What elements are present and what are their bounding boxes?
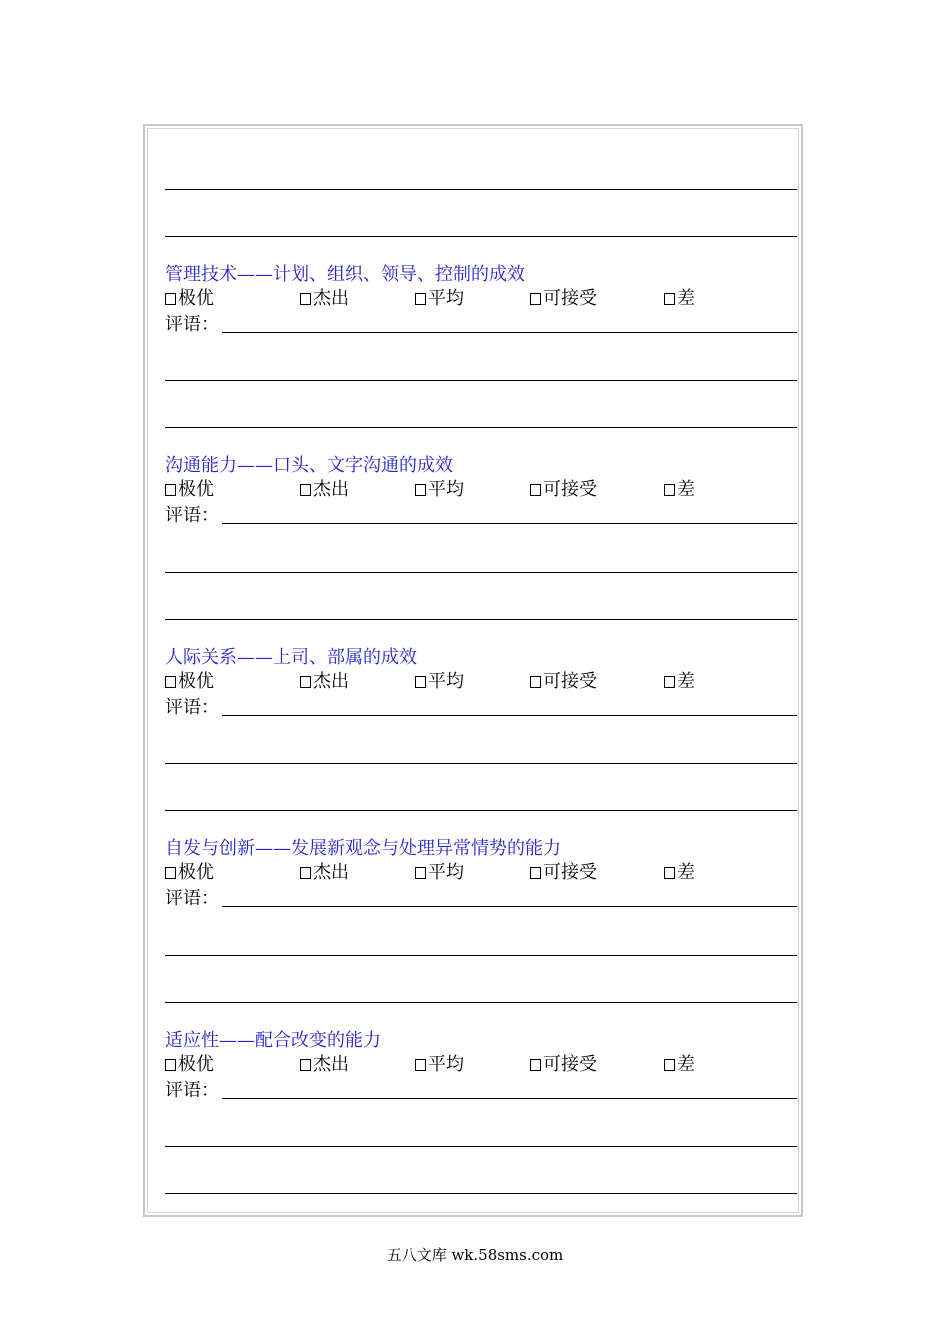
comment-line[interactable]	[222, 715, 797, 716]
blank-line[interactable]	[165, 189, 797, 190]
comment-label: 评语：	[165, 888, 219, 909]
option-label: 极优	[178, 862, 214, 883]
checkbox-icon[interactable]	[530, 293, 541, 305]
section-title: 沟通能力——口头、文字沟通的成效	[165, 455, 453, 476]
rating-section-management	[165, 265, 797, 335]
checkbox-icon[interactable]	[165, 293, 176, 305]
checkbox-icon[interactable]	[530, 676, 541, 688]
page-footer: 五八文库 wk.58sms.com	[386, 1246, 564, 1264]
option-acceptable[interactable]	[530, 1055, 597, 1075]
option-label: 差	[677, 671, 695, 692]
checkbox-icon[interactable]	[300, 293, 311, 305]
option-label: 可接受	[543, 479, 597, 500]
checkbox-icon[interactable]	[664, 676, 675, 688]
checkbox-icon[interactable]	[415, 676, 426, 688]
checkbox-icon[interactable]	[664, 867, 675, 879]
blank-line[interactable]	[165, 763, 797, 764]
option-poor[interactable]	[664, 863, 695, 883]
rating-section-innovation	[165, 839, 797, 909]
option-label: 极优	[178, 1054, 214, 1075]
section-title: 人际关系——上司、部属的成效	[165, 647, 417, 668]
comment-line[interactable]	[222, 332, 797, 333]
blank-line[interactable]	[165, 619, 797, 620]
section-title: 适应性——配合改变的能力	[165, 1030, 381, 1051]
checkbox-icon[interactable]	[165, 484, 176, 496]
checkbox-icon[interactable]	[165, 867, 176, 879]
option-label: 可接受	[543, 671, 597, 692]
option-poor[interactable]	[664, 289, 695, 309]
blank-line[interactable]	[165, 1002, 797, 1003]
option-label: 可接受	[543, 1054, 597, 1075]
option-average[interactable]	[415, 863, 464, 883]
checkbox-icon[interactable]	[415, 1059, 426, 1071]
comment-line[interactable]	[222, 906, 797, 907]
checkbox-icon[interactable]	[530, 484, 541, 496]
option-label: 差	[677, 479, 695, 500]
option-average[interactable]	[415, 1055, 464, 1075]
option-poor[interactable]	[664, 672, 695, 692]
blank-line[interactable]	[165, 810, 797, 811]
option-excellent[interactable]	[165, 289, 214, 309]
option-label: 差	[677, 288, 695, 309]
checkbox-icon[interactable]	[415, 484, 426, 496]
option-label: 杰出	[313, 288, 349, 309]
checkbox-icon[interactable]	[530, 867, 541, 879]
option-label: 平均	[428, 671, 464, 692]
checkbox-icon[interactable]	[165, 676, 176, 688]
section-title: 管理技术——计划、组织、领导、控制的成效	[165, 264, 525, 285]
option-label: 杰出	[313, 862, 349, 883]
blank-line[interactable]	[165, 236, 797, 237]
option-excellent[interactable]	[165, 1055, 214, 1075]
comment-line[interactable]	[222, 523, 797, 524]
checkbox-icon[interactable]	[415, 293, 426, 305]
option-poor[interactable]	[664, 480, 695, 500]
option-acceptable[interactable]	[530, 480, 597, 500]
checkbox-icon[interactable]	[664, 1059, 675, 1071]
option-label: 差	[677, 1054, 695, 1075]
option-outstanding[interactable]	[300, 480, 349, 500]
option-acceptable[interactable]	[530, 289, 597, 309]
comment-label: 评语：	[165, 314, 219, 335]
comment-line[interactable]	[222, 1098, 797, 1099]
option-label: 平均	[428, 479, 464, 500]
option-label: 杰出	[313, 671, 349, 692]
blank-line[interactable]	[165, 427, 797, 428]
option-label: 极优	[178, 288, 214, 309]
option-label: 差	[677, 862, 695, 883]
option-label: 杰出	[313, 1054, 349, 1075]
option-acceptable[interactable]	[530, 672, 597, 692]
checkbox-icon[interactable]	[530, 1059, 541, 1071]
option-label: 极优	[178, 479, 214, 500]
option-average[interactable]	[415, 480, 464, 500]
option-label: 平均	[428, 1054, 464, 1075]
comment-label: 评语：	[165, 505, 219, 526]
checkbox-icon[interactable]	[300, 1059, 311, 1071]
blank-line[interactable]	[165, 380, 797, 381]
section-title: 自发与创新——发展新观念与处理异常情势的能力	[165, 838, 561, 859]
option-label: 极优	[178, 671, 214, 692]
option-label: 可接受	[543, 288, 597, 309]
option-excellent[interactable]	[165, 863, 214, 883]
blank-line[interactable]	[165, 1193, 797, 1194]
option-average[interactable]	[415, 289, 464, 309]
option-average[interactable]	[415, 672, 464, 692]
comment-label: 评语：	[165, 1080, 219, 1101]
option-acceptable[interactable]	[530, 863, 597, 883]
rating-section-adaptability	[165, 1031, 797, 1101]
option-excellent[interactable]	[165, 480, 214, 500]
option-label: 平均	[428, 288, 464, 309]
option-outstanding[interactable]	[300, 863, 349, 883]
checkbox-icon[interactable]	[664, 484, 675, 496]
option-outstanding[interactable]	[300, 1055, 349, 1075]
rating-section-relations	[165, 648, 797, 718]
blank-line[interactable]	[165, 572, 797, 573]
option-label: 可接受	[543, 862, 597, 883]
option-outstanding[interactable]	[300, 289, 349, 309]
checkbox-icon[interactable]	[300, 484, 311, 496]
checkbox-icon[interactable]	[664, 293, 675, 305]
option-label: 平均	[428, 862, 464, 883]
checkbox-icon[interactable]	[415, 867, 426, 879]
rating-section-communication	[165, 456, 797, 526]
option-label: 杰出	[313, 479, 349, 500]
checkbox-icon[interactable]	[165, 1059, 176, 1071]
blank-line[interactable]	[165, 1146, 797, 1147]
comment-label: 评语：	[165, 697, 219, 718]
blank-line[interactable]	[165, 955, 797, 956]
option-poor[interactable]	[664, 1055, 695, 1075]
option-excellent[interactable]	[165, 672, 214, 692]
checkbox-icon[interactable]	[300, 867, 311, 879]
checkbox-icon[interactable]	[300, 676, 311, 688]
option-outstanding[interactable]	[300, 672, 349, 692]
